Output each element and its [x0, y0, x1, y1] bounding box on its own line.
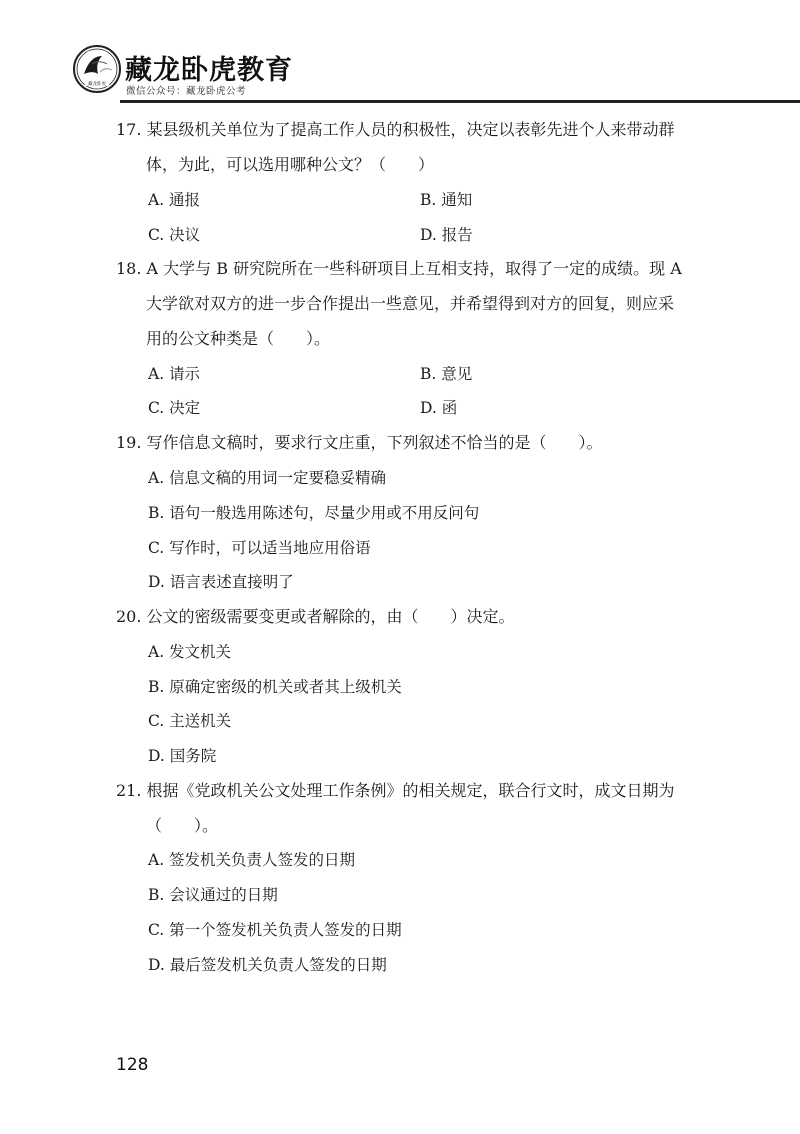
question-17-option-b: B. 通知	[420, 191, 473, 209]
question-20-option-a: A. 发文机关	[148, 643, 232, 661]
question-18-option-a: A. 请示	[148, 365, 201, 383]
question-21-option-d: D. 最后签发机关负责人签发的日期	[148, 956, 387, 974]
question-21-option-a: A. 签发机关负责人签发的日期	[148, 851, 356, 869]
question-17-option-d: D. 报告	[420, 226, 473, 244]
question-20-option-c: C. 主送机关	[148, 712, 232, 730]
question-21-line-2: （ ）。	[146, 816, 219, 835]
question-21-option-c: C. 第一个签发机关负责人签发的日期	[148, 921, 402, 939]
question-18-option-c: C. 决定	[148, 399, 201, 417]
question-20-option-d: D. 国务院	[148, 747, 217, 765]
question-20-option-b: B. 原确定密级的机关或者其上级机关	[148, 678, 402, 696]
question-21-option-b: B. 会议通过的日期	[148, 886, 278, 904]
question-18-line-1: 18. A 大学与 B 研究院所在一些科研项目上互相支持，取得了一定的成绩。现 A	[116, 259, 682, 278]
logo-icon	[72, 44, 122, 94]
question-19-option-d: D. 语言表述直接明了	[148, 573, 294, 591]
page-header	[0, 0, 800, 108]
question-20-line-1: 20. 公文的密级需要变更或者解除的，由（ ）决定。	[116, 607, 515, 626]
page-number: 128	[116, 1055, 149, 1075]
question-19-option-c: C. 写作时，可以适当地应用俗语	[148, 539, 371, 557]
question-19-line-1: 19. 写作信息文稿时，要求行文庄重，下列叙述不恰当的是（ ）。	[116, 433, 603, 452]
question-18-option-b: B. 意见	[420, 365, 473, 383]
question-19-option-b: B. 语句一般选用陈述句，尽量少用或不用反问句	[148, 504, 480, 522]
question-19-option-a: A. 信息文稿的用词一定要稳妥精确	[148, 469, 387, 487]
question-18-line-2: 大学欲对双方的进一步合作提出一些意见，并希望得到对方的回复，则应采	[146, 294, 675, 313]
question-17-option-c: C. 决议	[148, 226, 201, 244]
question-21-line-1: 21. 根据《党政机关公文处理工作条例》的相关规定，联合行文时，成文日期为	[116, 781, 675, 800]
question-18-line-3: 用的公文种类是（ ）。	[146, 329, 331, 348]
question-18-option-d: D. 函	[420, 399, 458, 417]
header-divider	[120, 100, 800, 103]
question-17-line-1: 17. 某县级机关单位为了提高工作人员的积极性，决定以表彰先进个人来带动群	[116, 120, 675, 139]
question-17-option-a: A. 通报	[148, 191, 201, 209]
brand-title: 藏龙卧虎教育	[125, 55, 293, 86]
brand-subtitle: 微信公众号：藏龙卧虎公考	[126, 86, 247, 97]
svg-text:藏龙卧虎: 藏龙卧虎	[88, 82, 106, 87]
question-17-line-2: 体，为此，可以选用哪种公文？（ ）	[146, 155, 435, 174]
